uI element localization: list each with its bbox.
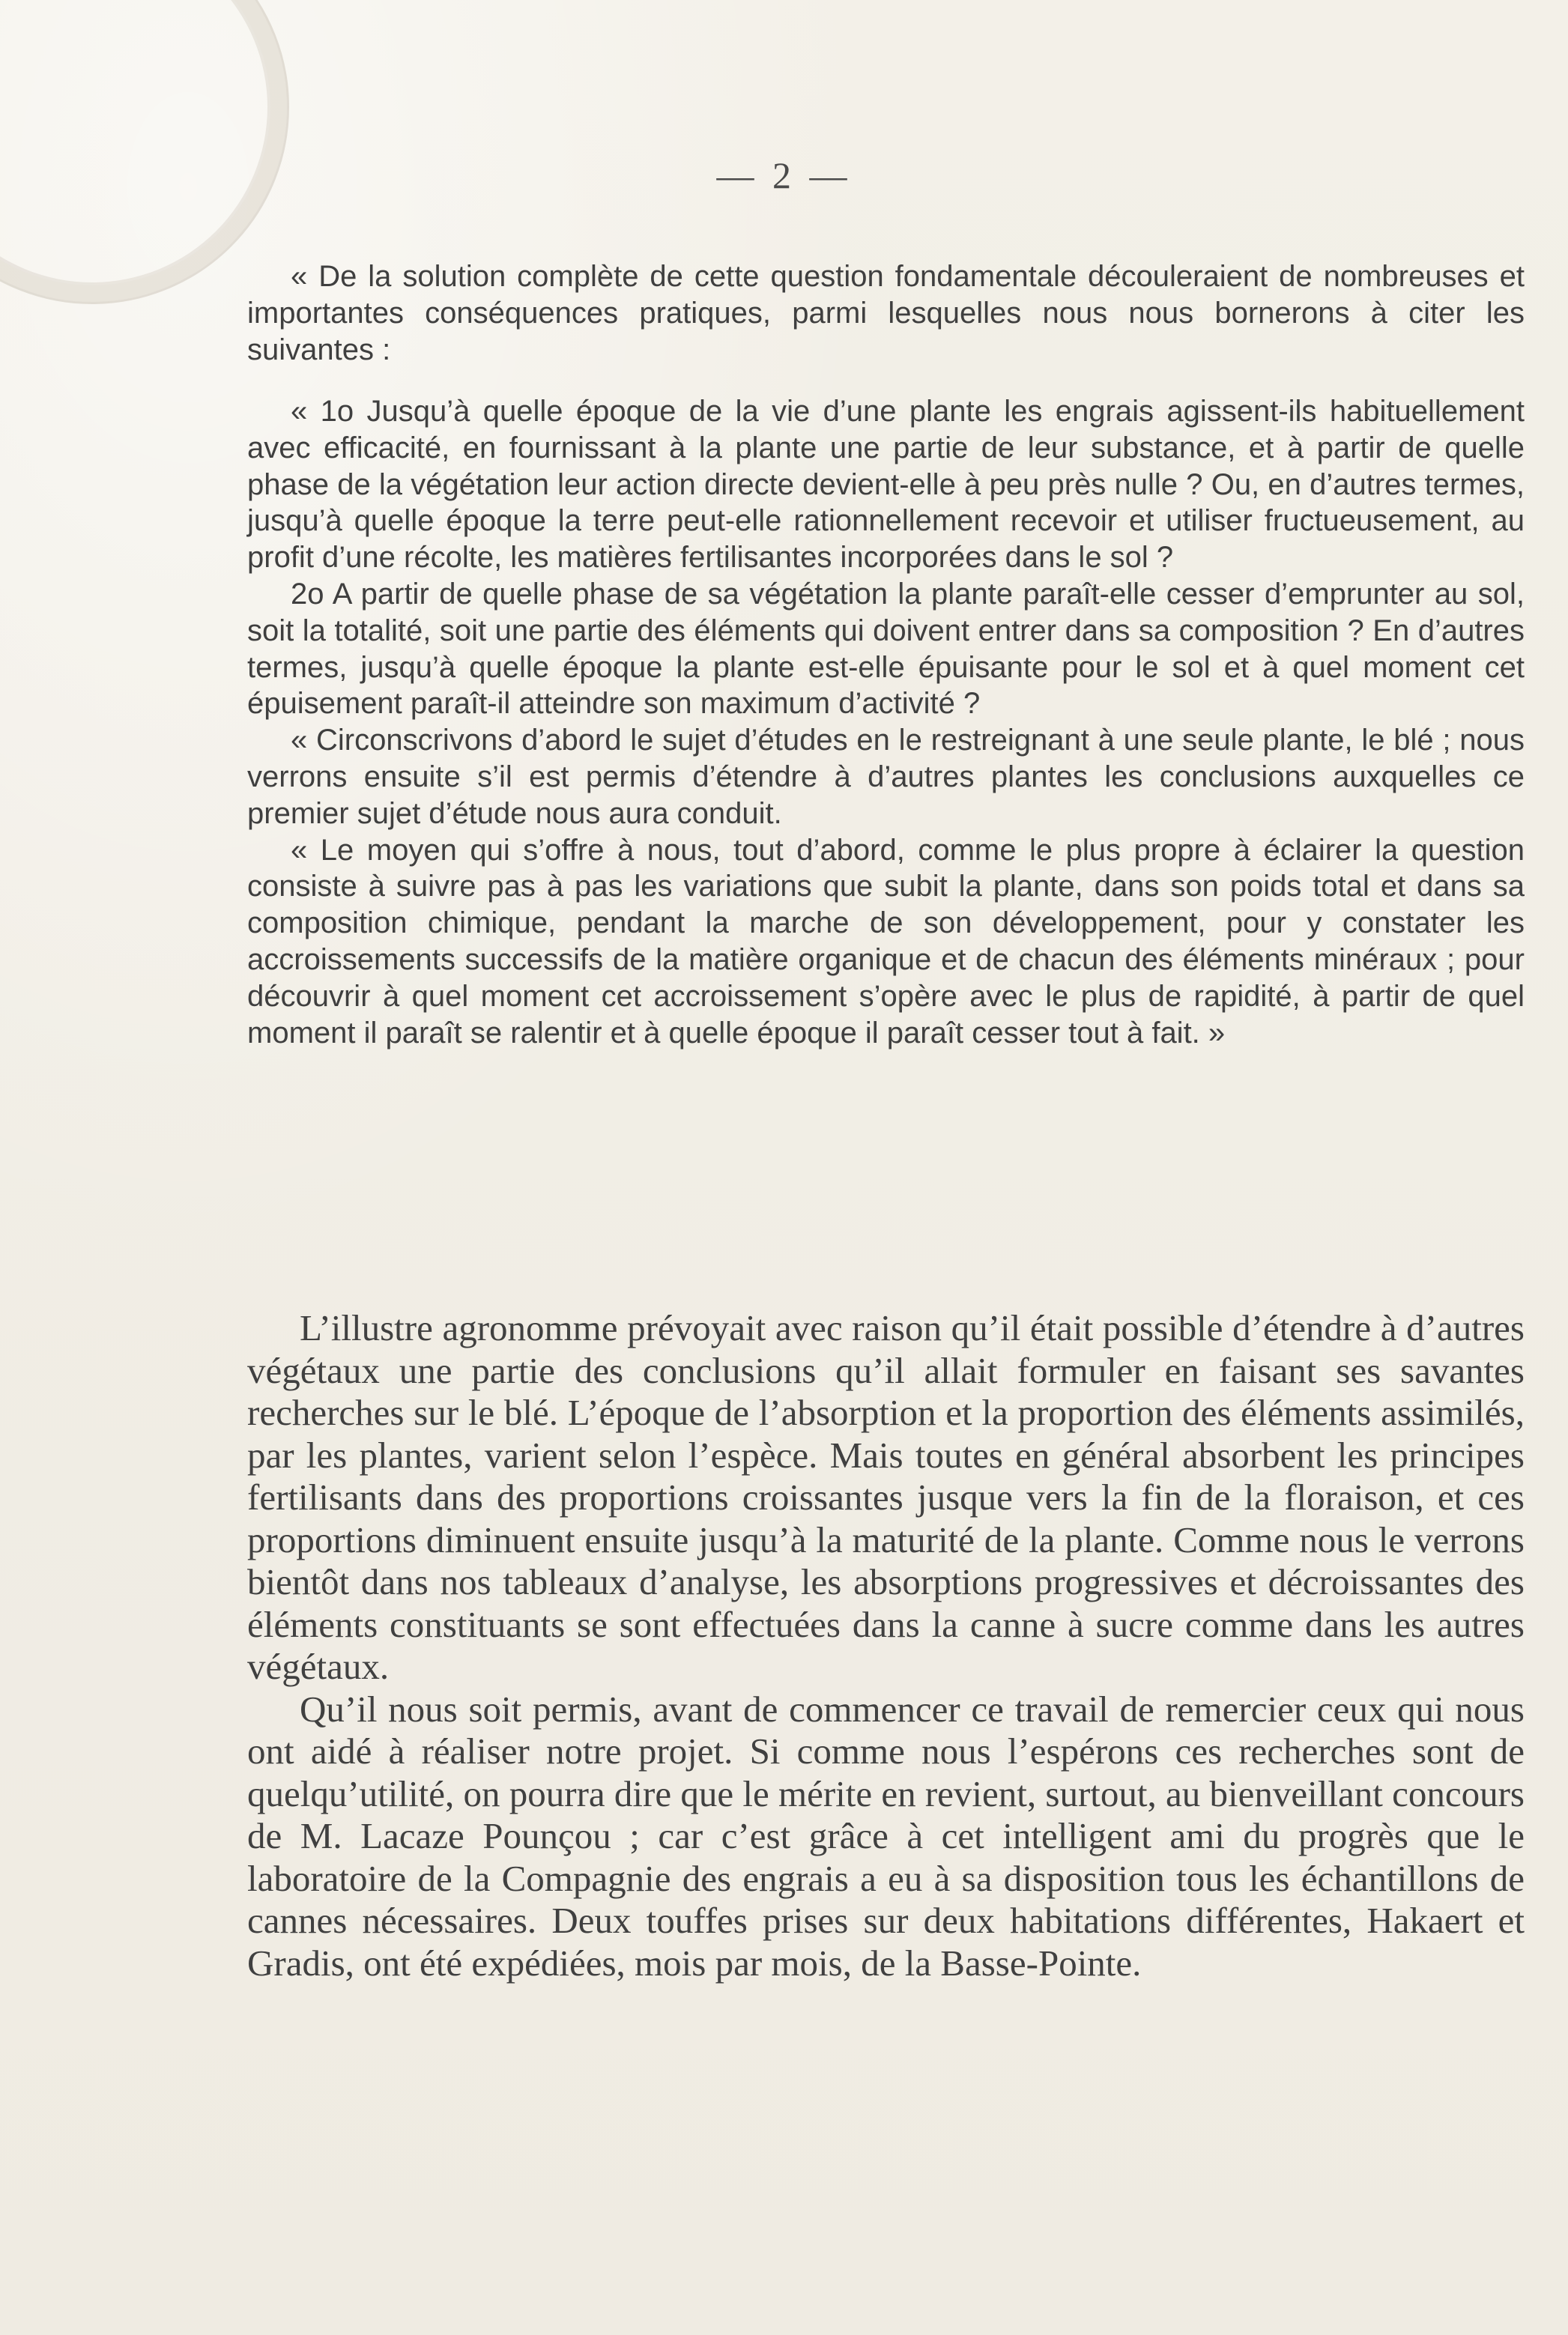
body-text bbox=[247, 1307, 1525, 1984]
quoted-passage bbox=[247, 258, 1525, 368]
quoted-questions bbox=[247, 393, 1525, 1051]
page-number: — 2 — bbox=[716, 154, 852, 196]
body-paragraph-2: Qu’il nous soit permis, avant de commencer ce travail de remercier ceux qui nous ont aidé à réaliser notre projet. Si comme nous l’espérons ces recherches sont de quelqu’utilité, on pourra dire que le mérite en revient, surtout, au bienveillant concours de M. Lacaze Pounçou ; car c’est grâce à cet intelligent ami du progrès que le laboratoire de la Compagnie des engrais a eu à sa disposition tous les échantillons de cannes nécessaires. Deux touffes prises sur deux habitations différentes, Hakaert et Gradis, ont été expédiées, mois par mois, de la Basse-Pointe. bbox=[247, 1688, 1525, 1984]
quote-paragraph-circonscrivons: « Circonscrivons d’abord le sujet d’études en le restreignant à une seule plante, le blé ; nous verrons ensuite s’il est permis d’étendre à d’autres plantes les conclusions auxquelles ce premier sujet d’étude nous aura conduit. bbox=[247, 724, 1525, 830]
embossed-seal bbox=[0, 0, 289, 304]
quote-question-2: 2o A partir de quelle phase de sa végétation la plante paraît-elle cesser d’emprunter au sol, soit la totalité, soit une partie des éléments qui doivent entrer dans sa composition ? En d’autres termes, jusqu’à quelle époque la plante est-elle épuisante pour le sol et à quel moment cet épuisement paraît-il atteindre son maximum d’activité ? bbox=[247, 577, 1525, 721]
quote-paragraph-moyen: « Le moyen qui s’offre à nous, tout d’abord, comme le plus propre à éclairer la question consiste à suivre pas à pas les variations que subit la plante, dans son poids total et dans sa composition chimique, pendant la marche de son développement, pour y constater les accroissements successifs de la matière organique et de chacun des éléments minéraux ; pour découvrir à quel moment cet accroissement s’opère avec le plus de rapidité, à partir de quel moment il paraît se ralentir et à quelle époque il paraît cesser tout à fait. » bbox=[247, 833, 1525, 1050]
quote-question-1: « 1o Jusqu’à quelle époque de la vie d’une plante les engrais agissent-ils habituellement avec efficacité, en fournissant à la plante une partie de leur substance, et à partir de quelle phase de la végétation leur action directe devient-elle à peu près nulle ? Ou, en d’autres termes, jusqu’à quelle époque la terre peut-elle rationnellement recevoir et utiliser fructueusement, au profit d’une récolte, les matières fertilisantes incorporées dans le sol ? bbox=[247, 395, 1525, 575]
quote-intro-paragraph: « De la solution complète de cette question fondamentale découleraient de nombreuses et importantes conséquences pratiques, parmi lesquelles nous nous bornerons à citer les suivantes : bbox=[247, 260, 1525, 366]
body-paragraph-1: L’illustre agronomme prévoyait avec raison qu’il était possible d’étendre à d’autres végétaux une partie des conclusions qu’il allait formuler en faisant ses savantes recherches sur le blé. L’époque de l’absorption et la proportion des éléments assimilés, par les plantes, varient selon l’espèce. Mais toutes en général absorbent les principes fertilisants dans des proportions croissantes jusque vers la fin de la floraison, et ces proportions diminuent ensuite jusqu’à la maturité de la plante. Comme nous le verrons bientôt dans nos tableaux d’analyse, les absorptions progressives et décroissantes des éléments constituants se sont effectuées dans la canne à sucre comme dans les autres végétaux. bbox=[247, 1307, 1525, 1687]
